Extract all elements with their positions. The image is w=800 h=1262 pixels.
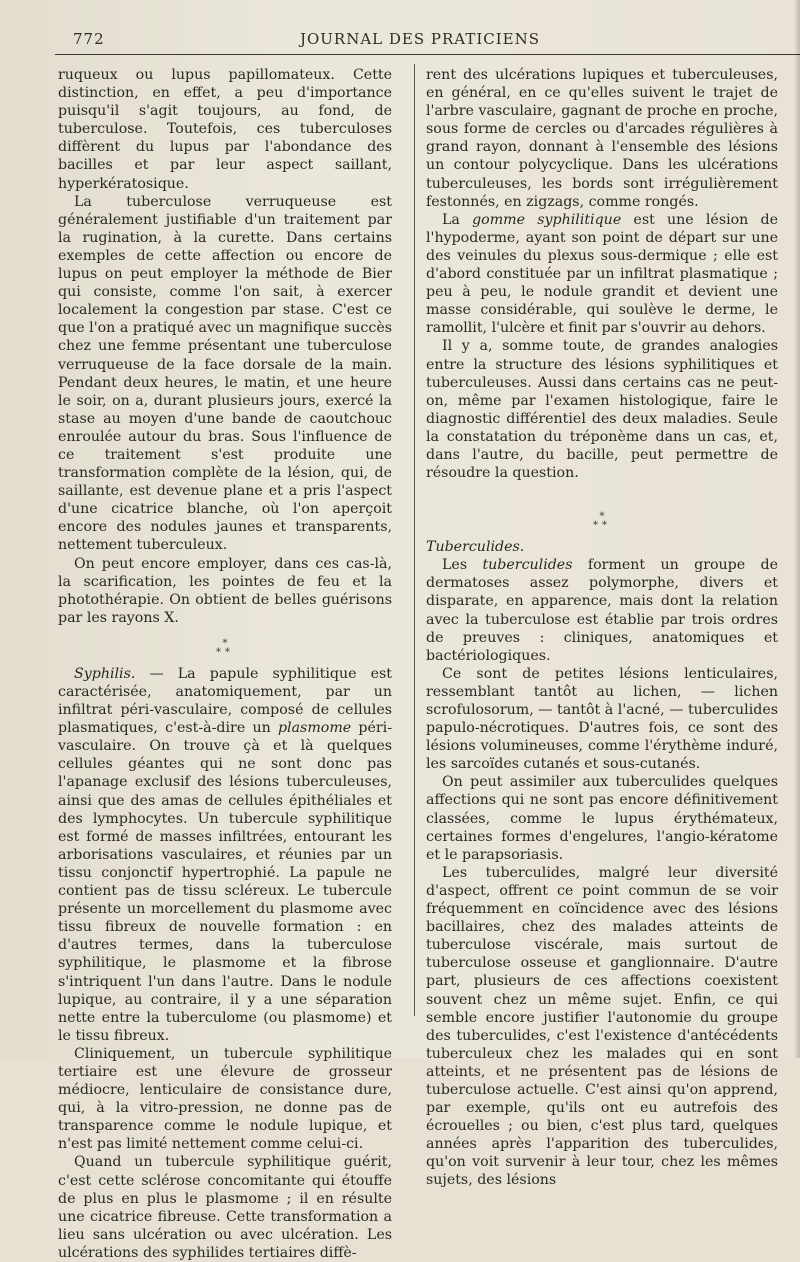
syphilis-paragraph bbox=[58, 665, 392, 1045]
column-divider bbox=[414, 64, 415, 1016]
page-edge-shadow bbox=[794, 0, 800, 1058]
journal-title: JOURNAL DES PRATICIENS bbox=[299, 30, 541, 48]
gomme-paragraph bbox=[426, 211, 778, 338]
page-header bbox=[55, 30, 785, 52]
right-paragraph-7: Les tuberculides, malgré leur diversité d'aspect, offrent ce point commun de se voir fréquemment en coïncidence avec des lésions bacillaires, chez des malades atteints de tuberculose viscérale, mais surtout de tuberculose osseuse et ganglionnaire. D'autre part, plusieurs de ces affections coexistent souvent chez un même sujet. Enfin, ce qui semble encore justifier l'autonomie du groupe des tuberculides, c'est l'existence d'antécédents tuberculeux chez les malades qui en sont atteints, et ne présentent pas de lésions de tuberculose actuelle. C'est ainsi qu'on apprend, par exemple, qu'ils ont eu autrefois des écrouelles ; ou bien, c'est plus tard, quelques années après l'apparition des tuberculides, qu'on voit survenir à leur tour, chez les mêmes sujets, des lésions bbox=[426, 864, 778, 1189]
spacer bbox=[426, 482, 778, 500]
right-paragraph-1: rent des ulcérations lupiques et tuberculeuses, en général, en ce qu'elles suivent le trajet de l'arbre vasculaire, gagnant de proche en proche, sous forme de cercles ou d'arcades régulières à grand rayon, donnant à l'ensemble des lésions un contour polycyclique. Dans les ulcérations tuberculeuses, les bords sont irrégulièrement festonnés, en zigzags, comme rongés. bbox=[426, 67, 778, 210]
page-number: 772 bbox=[73, 30, 105, 48]
gomme-term: gomme syphilitique bbox=[472, 211, 622, 228]
gomme-text-a: La bbox=[442, 211, 473, 228]
left-paragraph-2: La tuberculose verruqueuse est généralement justifiable d'un traitement par la rugination, à la curette. Dans certains exemples de cette affection ou encore de lupus on peut employer la méthode de Bier qui consiste, comme l'on sait, à exercer localement la congestion par stase. C'est ce que l'on a pratiqué avec un magnifique succès chez une femme présentant une tuberculose verruqueuse de la face dorsale de la main. Pendant deux heures, le matin, et une heure le soir, on a, durant plusieurs jours, exercé la stase au moyen d'une bande de caoutchouc enroulée autour du bras. Sous l'influence de ce traitement s'est produite une transformation complète de la lésion, qui, de saillante, est devenue plane et a pris l'aspect d'une cicatrice blanche, où l'on aperçoit encore des nodules jaunes et transparents, nettement tuberculeux. bbox=[58, 193, 392, 554]
left-paragraph-1: ruqueux ou lupus papillomateux. Cette distinction, en effet, a peu d'importance puisqu'il s'agit toujours, au fond, de tuberculose. Toutefois, ces tuberculoses diffèrent du lupus par l'abondance des bacilles et par leur aspect saillant, hyperkératosique. bbox=[58, 67, 392, 192]
plasmome-term: plasmome bbox=[277, 720, 352, 737]
left-paragraph-5: Cliniquement, un tubercule syphilitique tertiaire est une élevure de grosseur médiocre, lenticulaire de consistance dure, qui, à la vitro-pression, ne donne pas de transparence comme le nodule lupique, et n'est pas limité nettement comme celui-ci. bbox=[58, 1045, 392, 1153]
tuberculides-term: tuberculides bbox=[482, 557, 573, 574]
tuberculides-paragraph bbox=[426, 556, 778, 665]
syphilis-text-a: — La papule syphilitique est caractérisée, anatomiquement, par un infiltrat péri-vasculaire, composé de cellules plasmatiques, c'est-à-dire un bbox=[58, 665, 392, 737]
section-separator-stars-2: * ** bbox=[593, 511, 611, 532]
section-separator-stars: * ** bbox=[216, 637, 234, 658]
right-paragraph-6: On peut assimiler aux tuberculides quelques affections qui ne sont pas encore définitivement classées, comme le lupus érythémateux, certaines formes d'engelures, l'angio-kératome et le parapsoriasis. bbox=[426, 774, 778, 863]
right-paragraph-5: Ce sont de petites lésions lenticulaires, ressemblant tantôt au lichen, — lichen scrofulosorum, — tantôt à l'acné, — tuberculides papulo-nécrotiques. D'autres fois, ce sont des lésions volumineuses, comme l'érythème induré, les sarcoïdes cutanés et sous-cutanés. bbox=[426, 665, 778, 773]
tuberculides-text-a: Les bbox=[442, 557, 483, 574]
right-column bbox=[426, 66, 778, 1190]
left-paragraph-6: Quand un tubercule syphilitique guérit, c'est cette sclérose concomitante qui étouffe de plus en plus le plasmome ; il en résulte une cicatrice fibreuse. Cette transformation a lieu sans ulcération ou avec ulcération. Les ulcérations des syphilides tertiaires diffè- bbox=[58, 1154, 392, 1261]
right-paragraph-3: Il y a, somme toute, de grandes analogies entre la structure des lésions syphilitiques et tuberculeuses. Aussi dans certains cas ne peut-on, même par l'examen histologique, faire le diagnostic différentiel des deux maladies. Seule la constatation du tréponème dans un cas, et, dans l'autre, du bacille, peut permettre de résoudre la question. bbox=[426, 338, 778, 482]
tuberculides-text-b: forment un groupe de dermatoses assez polymorphe, divers et disparate, en apparence, mais dont la relation avec la tuberculose est établie par trois ordres de preuves : cliniques, anatomiques et bactériologiques. bbox=[426, 557, 779, 664]
syphilis-text-b: péri-vasculaire. On trouve çà et là quelques cellules géantes qui ne sont donc pas l'apanage exclusif des lésions tuberculeuses, ainsi que des amas de cellules épithéliales et des lymphocytes. Un tubercule syphilitique est formé de masses infiltrées, entourant les arborisations vasculaires, et réunies par un tissu conjonctif hypertrophié. La papule ne contient pas de tissu scléreux. Le tubercule présente un morcellement du plasmome avec tissu fibreux de nouvelle formation : en d'autres termes, dans la tuberculose syphilitique, le plasmome et la fibrose s'intriquent l'un dans l'autre. Dans le nodule lupique, au contraire, il y a une séparation nette entre la tuberculome (ou plasmome) et le tissu fibreux. bbox=[58, 720, 392, 1044]
header-rule bbox=[55, 54, 800, 55]
syphilis-heading: Syphilis. bbox=[74, 665, 136, 682]
left-column bbox=[58, 66, 392, 1262]
tuberculides-heading: Tuberculides. bbox=[426, 539, 525, 556]
gomme-text-b: est une lésion de l'hypoderme, ayant son point de départ sur une des veinules du plexus sous-dermique ; elle est d'abord constituée par un infiltrat plasmatique ; peu à peu, le nodule grandit et devient une masse considérable, qui soulève le derme, le ramollit, l'ulcère et finit par s'ouvrir au dehors. bbox=[426, 211, 779, 337]
left-paragraph-3: On peut encore employer, dans ces cas-là, la scarification, les pointes de feu et la photothérapie. On obtient de belles guérisons par les rayons X. bbox=[58, 555, 392, 626]
